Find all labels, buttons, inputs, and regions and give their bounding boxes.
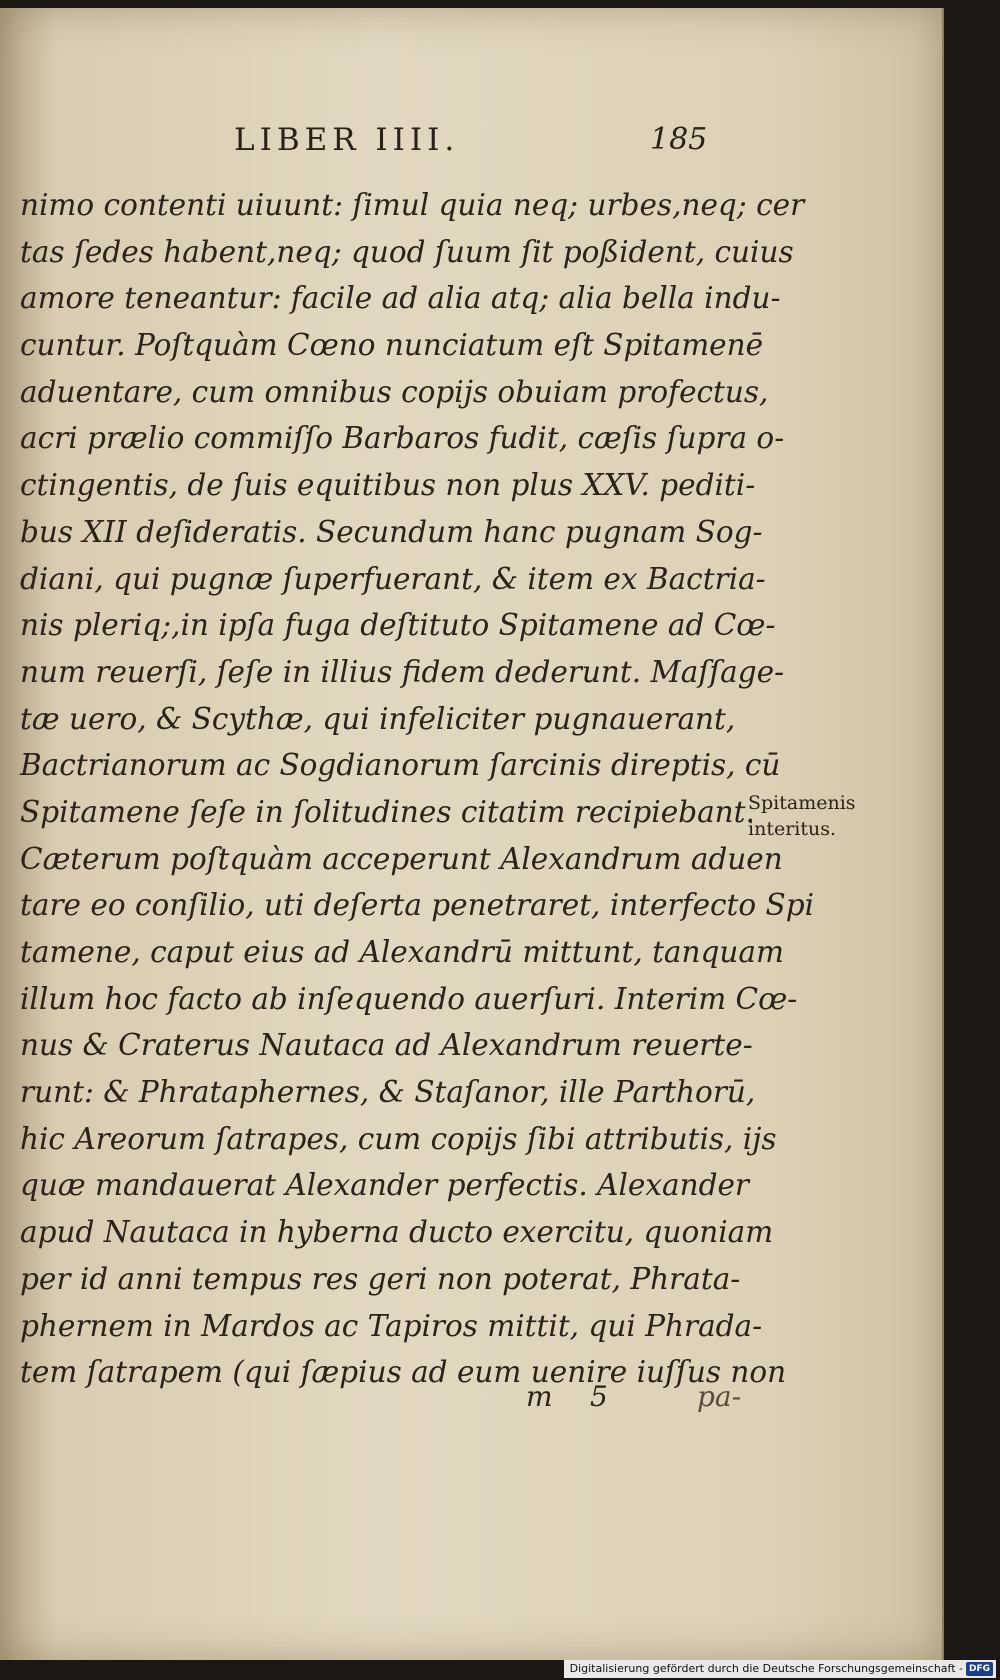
text-line: tare eo conſilio, uti deſerta penetraret, interfecto Spi (20, 888, 815, 923)
text-line: Bactrianorum ac Sogdianorum ſarcinis direptis, cū (20, 748, 781, 783)
text-line: amore teneantur: facile ad alia atq; alia bella indu- (20, 281, 781, 316)
text-line: num reuerſi, ſeſe in illius fidem dederunt. Maſſage- (20, 654, 785, 689)
text-line: tæ uero, & Scythæ, qui infeliciter pugnauerant, (20, 701, 736, 736)
text-line: nus & Craterus Nautaca ad Alexandrum reuerte- (20, 1028, 753, 1063)
marginal-note-line: Spitamenis (748, 792, 856, 814)
text-line: Spitamene ſeſe in ſolitudines citatim recipiebant. (20, 794, 755, 829)
text-line: illum hoc facto ab inſequendo auerſuri. Interim Cœ- (20, 981, 798, 1016)
credit-text: Digitalisierung gefördert durch die Deutsche Forschungsgemeinschaft - (569, 1662, 963, 1675)
dfg-logo-icon: DFG (966, 1662, 993, 1676)
text-line: aduentare, cum omnibus copijs obuiam profectus, (20, 374, 769, 409)
page-number: 185 (650, 122, 708, 157)
catch-line (0, 1380, 760, 1420)
text-line: quæ mandauerat Alexander perfectis. Alexander (20, 1168, 750, 1203)
text-line: cuntur. Poſtquàm Cœno nunciatum eſt Spitamenē (20, 328, 764, 363)
signature-mark: m (526, 1380, 553, 1413)
catchword: pa- (697, 1380, 742, 1413)
signature-number: 5 (590, 1380, 608, 1413)
text-line: hic Areorum ſatrapes, cum copijs ſibi attributis, ijs (20, 1121, 777, 1156)
marginal-note-line: interitus. (748, 818, 837, 840)
text-line: runt: & Phrataphernes, & Staſanor, ille Parthorū, (20, 1075, 756, 1110)
text-line: bus XII deſideratis. Secundum hanc pugnam Sog- (20, 514, 763, 549)
book-page (0, 8, 944, 1660)
text-line: nis pleriq;,in ipſa fuga deſtituto Spitamene ad Cœ- (20, 608, 776, 643)
text-line: tas ſedes habent,neq; quod ſuum ſit poßident, cuius (20, 234, 794, 269)
text-line: tem ſatrapem (qui ſæpius ad eum uenire iuſſus non (20, 1355, 787, 1390)
text-line: diani, qui pugnæ ſuperfuerant, & item ex Bactria- (20, 561, 766, 596)
text-line: nimo contenti uiuunt: ſimul quia neq; urbes,neq; cer (20, 188, 805, 222)
text-line: per id anni tempus res geri non poterat, Phrata- (20, 1261, 741, 1296)
text-line: Cæterum poſtquàm acceperunt Alexandrum aduen (20, 841, 783, 876)
running-head: LIBER IIII. (234, 122, 460, 158)
text-line: apud Nautaca in hyberna ducto exercitu, quoniam (20, 1215, 774, 1250)
marginal-note (748, 790, 856, 842)
digitization-credit (564, 1660, 996, 1678)
text-line: acri prælio commiſſo Barbaros fudit, cæſis ſupra o- (20, 421, 785, 456)
text-line: tamene, caput eius ad Alexandrū mittunt, tanquam (20, 935, 784, 969)
text-line: phernem in Mardos ac Tapiros mittit, qui Phrada- (20, 1308, 763, 1343)
text-line: ctingentis, de ſuis equitibus non plus XXV. pediti- (20, 468, 756, 503)
